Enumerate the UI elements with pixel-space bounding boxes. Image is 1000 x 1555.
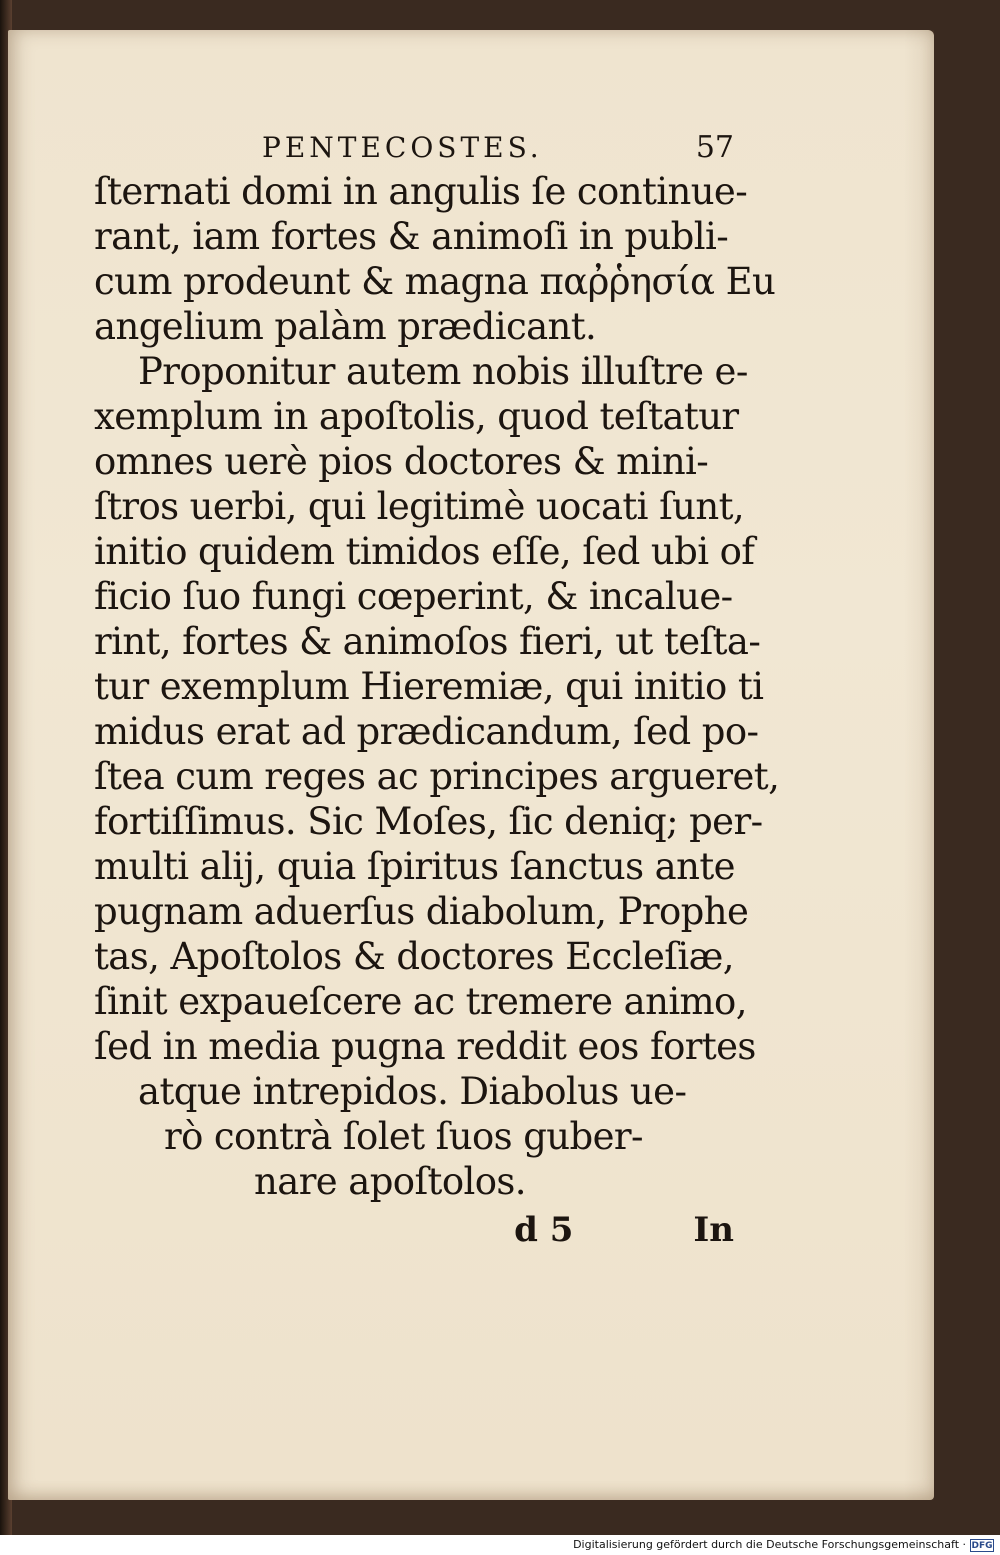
text-line: ficio ſuo fungi cœperint, & incalue- — [94, 575, 733, 618]
text-line: initio quidem timidos eſſe, ſed ubi of — [94, 530, 755, 573]
text-line: tas, Apoſtolos & doctores Eccleſiæ, — [94, 935, 734, 978]
catchword: In — [693, 1210, 734, 1250]
page-number: 57 — [695, 130, 734, 165]
running-title: PENTECOSTES. — [262, 131, 543, 164]
text-line: xemplum in apoſtolis, quod teſtatur — [94, 395, 739, 438]
text-line: fortiſſimus. Sic Moſes, ſic deniq; per- — [94, 800, 763, 843]
text-line: tur exemplum Hieremiæ, qui initio ti — [94, 665, 764, 708]
text-line: pugnam aduerſus diabolum, Prophe — [94, 890, 749, 933]
text-block — [94, 130, 780, 1250]
running-head — [94, 130, 734, 165]
text-line: angelium palàm prædicant. — [94, 305, 597, 348]
text-line-taper: rò contrà ſolet ſuos guber- — [164, 1115, 643, 1158]
text-line: midus erat ad prædicandum, ſed po- — [94, 710, 759, 753]
text-line: ſtros uerbi, qui legitimè uocati ſunt, — [94, 485, 745, 528]
text-line: rint, fortes & animoſos fieri, ut teſta- — [94, 620, 761, 663]
text-line-taper: atque intrepidos. Diabolus ue- — [138, 1070, 687, 1113]
text-line-paragraph-start: Proponitur autem nobis illuſtre e- — [138, 350, 748, 393]
text-line: ſternati domi in angulis ſe continue- — [94, 170, 748, 213]
dfg-logo: DFG — [971, 1541, 993, 1551]
book-page — [8, 30, 934, 1500]
text-line: ſinit expaueſcere ac tremere animo, — [94, 980, 747, 1023]
funding-credit: Digitalisierung gefördert durch die Deutsche Forschungsgemeinschaft · — [573, 1538, 966, 1551]
text-line: omnes uerè pios doctores & mini- — [94, 440, 709, 483]
text-line: multi alij, quia ſpiritus ſanctus ante — [94, 845, 735, 888]
text-line: ſtea cum reges ac principes argueret, — [94, 755, 780, 798]
text-line-taper: nare apoſtolos. — [254, 1160, 526, 1203]
catchline — [94, 1210, 734, 1250]
text-line: cum prodeunt & magna παῤῥησία Eu — [94, 260, 776, 303]
text-line: ſed in media pugna reddit eos fortes — [94, 1025, 756, 1068]
page-shadow — [904, 30, 934, 1500]
text-line: rant, iam fortes & animoſi in publi- — [94, 215, 729, 258]
signature-mark: d 5 — [514, 1210, 574, 1250]
